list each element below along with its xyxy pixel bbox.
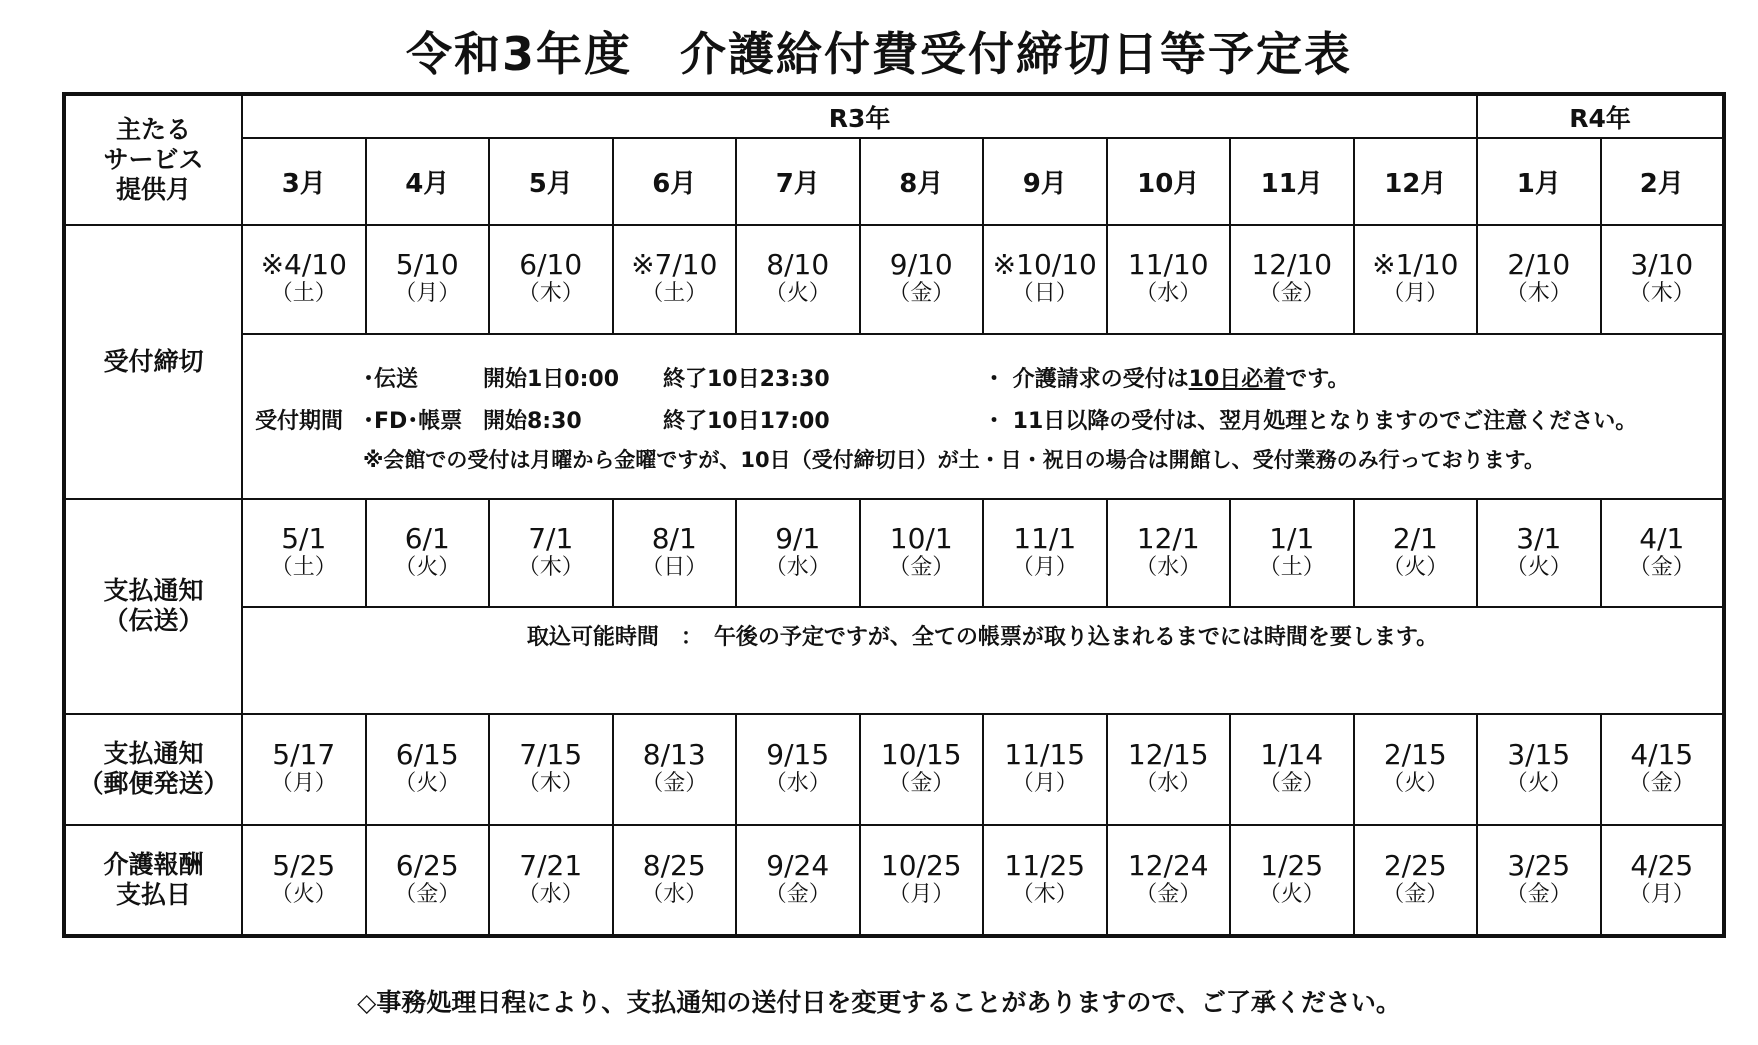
- date-cell: [613, 714, 737, 825]
- month-header: 11月: [1230, 138, 1354, 225]
- fd-end: 終了10日17:00: [663, 409, 830, 435]
- weekday-value: （金）: [1505, 881, 1572, 907]
- date-cell: [489, 499, 613, 607]
- date-cell: [1477, 499, 1601, 607]
- date-value: ※7/10: [631, 248, 718, 282]
- date-value: 3/25: [1507, 848, 1571, 882]
- date-cell: [1107, 225, 1231, 333]
- date-cell: [242, 225, 366, 333]
- date-cell: [983, 825, 1107, 936]
- date-cell: [1107, 499, 1231, 607]
- date-cell: [1230, 714, 1354, 825]
- weekday-value: （木）: [1628, 281, 1695, 307]
- date-value: 5/10: [395, 248, 459, 282]
- note-text: です。: [1285, 367, 1350, 393]
- weekday-value: （土）: [270, 555, 337, 581]
- date-cell: [860, 714, 984, 825]
- weekday-value: （水）: [517, 881, 584, 907]
- date-value: ※4/10: [260, 248, 347, 282]
- date-value: 12/24: [1127, 848, 1209, 882]
- date-cell: [1107, 825, 1231, 936]
- date-value: 8/13: [642, 738, 706, 772]
- weekday-value: （水）: [641, 881, 708, 907]
- month-header: 12月: [1354, 138, 1478, 225]
- date-value: 7/21: [519, 848, 583, 882]
- date-value: 1/1: [1269, 522, 1315, 556]
- weekday-value: （水）: [764, 555, 831, 581]
- date-value: 9/10: [889, 248, 953, 282]
- date-cell: [366, 499, 490, 607]
- date-cell: [860, 825, 984, 936]
- row-label-line: 介護報酬: [103, 849, 204, 879]
- row-label-payment-day: [64, 825, 242, 936]
- date-value: 7/1: [528, 522, 574, 556]
- weekday-value: （火）: [1382, 771, 1449, 797]
- date-cell: [1601, 714, 1725, 825]
- import-time-note: 取込可能時間 ： 午後の予定ですが、全ての帳票が取り込まれるまでには時間を要します。: [242, 607, 1724, 713]
- period-label: 受付期間: [255, 409, 344, 435]
- date-value: 9/15: [766, 738, 830, 772]
- date-value: 11/10: [1127, 248, 1209, 282]
- weekday-value: （金）: [888, 281, 955, 307]
- note-text: ・ 介護請求の受付は: [983, 367, 1189, 393]
- weekday-value: （金）: [394, 881, 461, 907]
- date-value: 2/10: [1507, 248, 1571, 282]
- month-header: 5月: [489, 138, 613, 225]
- date-value: 6/1: [404, 522, 450, 556]
- date-value: 8/1: [651, 522, 697, 556]
- date-cell: [1477, 825, 1601, 936]
- corner-line: 提供月: [115, 175, 191, 205]
- corner-header: [64, 94, 242, 225]
- date-cell: [860, 499, 984, 607]
- date-cell: [242, 499, 366, 607]
- weekday-value: （日）: [641, 555, 708, 581]
- weekday-value: （木）: [517, 555, 584, 581]
- date-cell: [489, 225, 613, 333]
- month-header: 9月: [983, 138, 1107, 225]
- pay-notice-post-row: [64, 714, 1724, 825]
- footer-note: ◇事務処理日程により、支払通知の送付日を変更することがありますので、ご了承ください。: [357, 988, 1401, 1017]
- date-value: 6/25: [395, 848, 459, 882]
- date-value: ※10/10: [992, 248, 1097, 282]
- date-cell: [366, 825, 490, 936]
- date-cell: [983, 714, 1107, 825]
- date-value: 2/1: [1392, 522, 1438, 556]
- date-cell: [983, 499, 1107, 607]
- month-header: 6月: [613, 138, 737, 225]
- row-label-line: 支払通知: [103, 739, 204, 769]
- month-header: 4月: [366, 138, 490, 225]
- fd-start: 開始8:30: [483, 409, 582, 435]
- weekday-value: （火）: [394, 555, 461, 581]
- row-label-line: 受付締切: [103, 347, 204, 377]
- weekday-value: （火）: [764, 281, 831, 307]
- row-label-deadline: [64, 225, 242, 499]
- date-cell: [736, 499, 860, 607]
- date-cell: [489, 825, 613, 936]
- corner-line: サービス: [103, 145, 204, 175]
- deadline-info-cell: [242, 334, 1724, 500]
- date-cell: [736, 714, 860, 825]
- weekday-value: （水）: [1135, 281, 1202, 307]
- date-cell: [1601, 499, 1725, 607]
- weekday-value: （水）: [1135, 555, 1202, 581]
- date-value: 10/1: [889, 522, 953, 556]
- month-header: 2月: [1601, 138, 1725, 225]
- date-value: 2/25: [1383, 848, 1447, 882]
- weekday-value: （木）: [517, 281, 584, 307]
- date-value: 5/1: [281, 522, 327, 556]
- deadline-row: [64, 225, 1724, 333]
- date-cell: [1477, 225, 1601, 333]
- date-cell: [1230, 225, 1354, 333]
- row-label-line: 支払日: [115, 879, 191, 909]
- date-value: 4/25: [1630, 848, 1694, 882]
- date-value: 9/24: [766, 848, 830, 882]
- deadline-note-2: ・ 11日以降の受付は、翌月処理となりますのでご注意ください。: [983, 409, 1638, 435]
- weekday-value: （金）: [1382, 881, 1449, 907]
- year-header-r4: R4年: [1477, 94, 1724, 138]
- weekday-value: （火）: [1505, 771, 1572, 797]
- date-value: 3/15: [1507, 738, 1571, 772]
- weekday-value: （月）: [270, 771, 337, 797]
- date-value: 8/25: [642, 848, 706, 882]
- month-header: 10月: [1107, 138, 1231, 225]
- pay-notice-transmission-row: [64, 499, 1724, 607]
- weekday-value: （火）: [394, 771, 461, 797]
- date-cell: [1354, 825, 1478, 936]
- date-value: 4/15: [1630, 738, 1694, 772]
- weekday-value: （金）: [764, 881, 831, 907]
- date-value: 6/15: [395, 738, 459, 772]
- transmission-start: 開始1日0:00: [483, 367, 620, 393]
- date-value: 4/1: [1639, 522, 1685, 556]
- weekday-value: （火）: [1505, 555, 1572, 581]
- weekday-value: （火）: [1258, 881, 1325, 907]
- date-cell: [1354, 499, 1478, 607]
- date-cell: [366, 225, 490, 333]
- year-header-r3: R3年: [242, 94, 1477, 138]
- row-label-line: （郵便発送）: [78, 769, 229, 799]
- date-value: 3/1: [1516, 522, 1562, 556]
- month-header: 3月: [242, 138, 366, 225]
- date-cell: [1477, 714, 1601, 825]
- date-cell: [1354, 225, 1478, 333]
- date-cell: [613, 225, 737, 333]
- weekday-value: （火）: [270, 881, 337, 907]
- weekday-value: （日）: [1011, 281, 1078, 307]
- date-value: 11/1: [1013, 522, 1077, 556]
- month-header: 1月: [1477, 138, 1601, 225]
- date-value: 8/10: [766, 248, 830, 282]
- weekday-value: （土）: [270, 281, 337, 307]
- date-value: 7/15: [519, 738, 583, 772]
- date-value: 12/1: [1136, 522, 1200, 556]
- date-cell: [613, 499, 737, 607]
- date-cell: [1601, 825, 1725, 936]
- weekday-value: （月）: [1011, 771, 1078, 797]
- weekday-value: （月）: [1382, 281, 1449, 307]
- note-underlined: 10日必着: [1188, 367, 1286, 393]
- weekday-value: （金）: [1628, 771, 1695, 797]
- date-cell: [1230, 825, 1354, 936]
- date-value: 11/25: [1004, 848, 1086, 882]
- deadline-note-1: [983, 362, 1350, 393]
- date-cell: [736, 225, 860, 333]
- weekday-value: （土）: [1258, 555, 1325, 581]
- weekday-value: （金）: [888, 555, 955, 581]
- schedule-table: [62, 92, 1726, 938]
- weekday-value: （金）: [1135, 881, 1202, 907]
- page-title: 令和3年度 介護給付費受付締切日等予定表: [405, 27, 1352, 81]
- date-value: 2/15: [1383, 738, 1447, 772]
- transmission-label: ･伝送: [363, 367, 419, 393]
- weekday-value: （土）: [641, 281, 708, 307]
- date-cell: [983, 225, 1107, 333]
- month-header: 8月: [860, 138, 984, 225]
- date-value: 12/10: [1251, 248, 1333, 282]
- weekday-value: （水）: [764, 771, 831, 797]
- payment-day-row: [64, 825, 1724, 936]
- date-value: 10/25: [880, 848, 962, 882]
- date-cell: [1354, 714, 1478, 825]
- month-header-row: [64, 138, 1724, 225]
- date-value: 5/17: [272, 738, 336, 772]
- date-value: 9/1: [775, 522, 821, 556]
- weekday-value: （金）: [888, 771, 955, 797]
- weekday-value: （月）: [1011, 555, 1078, 581]
- row-label-line: （伝送）: [103, 606, 204, 636]
- fd-label: ･FD･帳票: [363, 409, 463, 435]
- date-cell: [613, 825, 737, 936]
- date-value: 3/10: [1630, 248, 1694, 282]
- date-cell: [736, 825, 860, 936]
- month-header: 7月: [736, 138, 860, 225]
- deadline-note-3: ※会館での受付は月曜から金曜ですが、10日（受付締切日）が土・日・祝日の場合は開館し、受付業務のみ行っております。: [363, 448, 1545, 473]
- date-cell: [860, 225, 984, 333]
- date-value: 11/15: [1004, 738, 1086, 772]
- date-value: 10/15: [880, 738, 962, 772]
- date-value: 1/25: [1260, 848, 1324, 882]
- date-value: 5/25: [272, 848, 336, 882]
- date-value: 6/10: [519, 248, 583, 282]
- date-value: 12/15: [1127, 738, 1209, 772]
- weekday-value: （木）: [517, 771, 584, 797]
- date-cell: [1107, 714, 1231, 825]
- row-label-line: 支払通知: [103, 576, 204, 606]
- weekday-value: （木）: [1011, 881, 1078, 907]
- date-cell: [242, 714, 366, 825]
- date-cell: [489, 714, 613, 825]
- corner-line: 主たる: [115, 115, 191, 145]
- weekday-value: （金）: [1628, 555, 1695, 581]
- date-cell: [1601, 225, 1725, 333]
- weekday-value: （金）: [1258, 771, 1325, 797]
- weekday-value: （金）: [641, 771, 708, 797]
- row-label-pay-notice-transmission: [64, 499, 242, 713]
- transmission-end: 終了10日23:30: [663, 367, 830, 393]
- weekday-value: （金）: [1258, 281, 1325, 307]
- weekday-value: （月）: [394, 281, 461, 307]
- weekday-value: （月）: [888, 881, 955, 907]
- date-cell: [366, 714, 490, 825]
- weekday-value: （木）: [1505, 281, 1572, 307]
- row-label-pay-notice-post: [64, 714, 242, 825]
- weekday-value: （火）: [1382, 555, 1449, 581]
- weekday-value: （水）: [1135, 771, 1202, 797]
- weekday-value: （月）: [1628, 881, 1695, 907]
- date-value: 1/14: [1260, 738, 1324, 772]
- date-value: ※1/10: [1372, 248, 1459, 282]
- date-cell: [242, 825, 366, 936]
- date-cell: [1230, 499, 1354, 607]
